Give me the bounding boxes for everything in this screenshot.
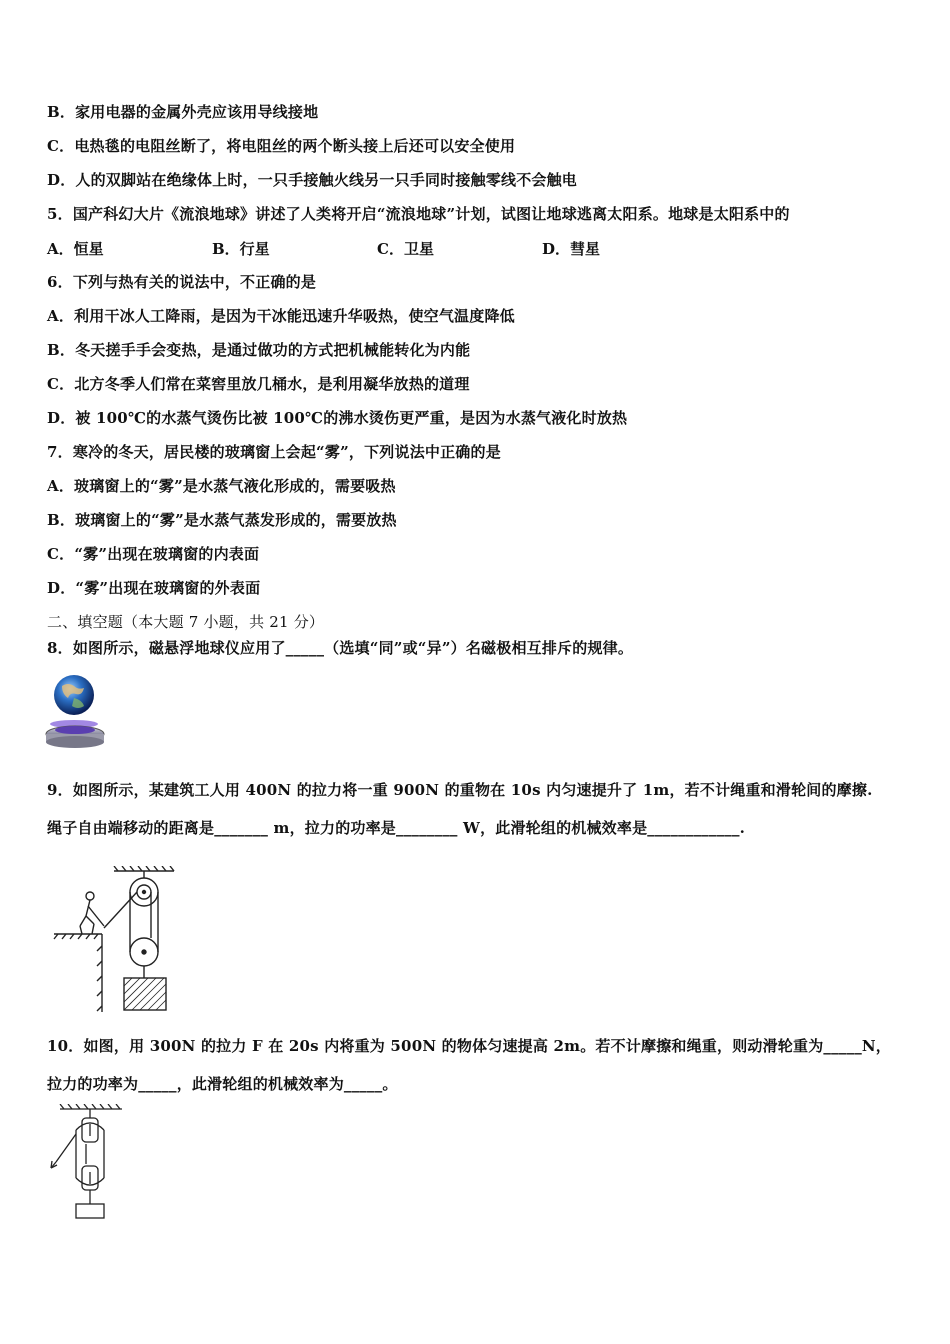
q7-option-d: D．“雾”出现在玻璃窗的外表面 bbox=[47, 579, 261, 597]
q7-option-c: C．“雾”出现在玻璃窗的内表面 bbox=[47, 545, 260, 563]
q6-stem: 6．下列与热有关的说法中，不正确的是 bbox=[47, 273, 317, 291]
q7-option-b: B．玻璃窗上的“雾”是水蒸气蒸发形成的，需要放热 bbox=[47, 511, 397, 529]
globe-sphere bbox=[54, 675, 94, 715]
load-block bbox=[76, 1204, 104, 1218]
pull-rope bbox=[56, 1134, 76, 1162]
base-top-ring bbox=[55, 726, 95, 734]
section-title: 二、填空题（本大题 7 小题，共 21 分） bbox=[47, 613, 325, 631]
q6-option-a: A．利用干冰人工降雨，是因为干冰能迅速升华吸热，使空气温度降低 bbox=[47, 307, 515, 325]
q7-stem: 7．寒冷的冬天，居民楼的玻璃窗上会起“雾”，下列说法中正确的是 bbox=[47, 443, 501, 461]
q10-line-2: 拉力的功率为_____，此滑轮组的机械效率为_____。 bbox=[47, 1075, 398, 1093]
q5-option-a: A．恒星 bbox=[47, 240, 104, 258]
free-rope bbox=[104, 892, 137, 928]
worker-head bbox=[86, 892, 94, 900]
q5-option-b: B．行星 bbox=[212, 240, 270, 258]
q9-line-2: 绳子自由端移动的距离是_______ m，拉力的功率是________ W，此滑轮组的机械效率是____________. bbox=[47, 819, 746, 837]
q6-option-b: B．冬天搓手手会变热，是通过做功的方式把机械能转化为内能 bbox=[47, 341, 471, 359]
q5-options bbox=[47, 238, 747, 258]
q6-option-c: C．北方冬季人们常在菜窖里放几桶水，是利用凝华放热的道理 bbox=[47, 375, 470, 393]
maglev-globe-figure bbox=[44, 672, 110, 752]
base-bottom bbox=[46, 736, 104, 748]
q7-option-a: A．玻璃窗上的“雾”是水蒸气液化形成的，需要吸热 bbox=[47, 477, 396, 495]
pulley-force-figure bbox=[46, 1104, 128, 1222]
q4-option-b: B．家用电器的金属外壳应该用导线接地 bbox=[47, 103, 319, 121]
q9-line-1: 9．如图所示，某建筑工人用 400N 的拉力将一重 900N 的重物在 10s 内匀速提升了 1m，若不计绳重和滑轮间的摩擦. bbox=[47, 781, 873, 799]
q8-stem: 8．如图所示，磁悬浮地球仪应用了_____（选填“同”或“异”）名磁极相互排斥的规律。 bbox=[47, 639, 634, 657]
q4-option-d: D．人的双脚站在绝缘体上时，一只手接触火线另一只手同时接触零线不会触电 bbox=[47, 171, 578, 189]
q5-stem: 5．国产科幻大片《流浪地球》讲述了人类将开启“流浪地球”计划，试图让地球逃离太阳系。地球是太阳系中的 bbox=[47, 205, 790, 223]
q5-option-d: D．彗星 bbox=[542, 240, 601, 258]
q5-option-c: C．卫星 bbox=[377, 240, 434, 258]
q4-option-c: C．电热毯的电阻丝断了，将电阻丝的两个断头接上后还可以安全使用 bbox=[47, 137, 516, 155]
q10-line-1: 10．如图，用 300N 的拉力 F 在 20s 内将重为 500N 的物体匀速提高 2m。若不计摩擦和绳重，则动滑轮重为_____N， bbox=[47, 1037, 892, 1055]
pulley-worker-figure bbox=[52, 866, 180, 1014]
q6-option-d: D．被 100℃的水蒸气烫伤比被 100℃的沸水烫伤更严重，是因为水蒸气液化时放热 bbox=[47, 409, 628, 427]
